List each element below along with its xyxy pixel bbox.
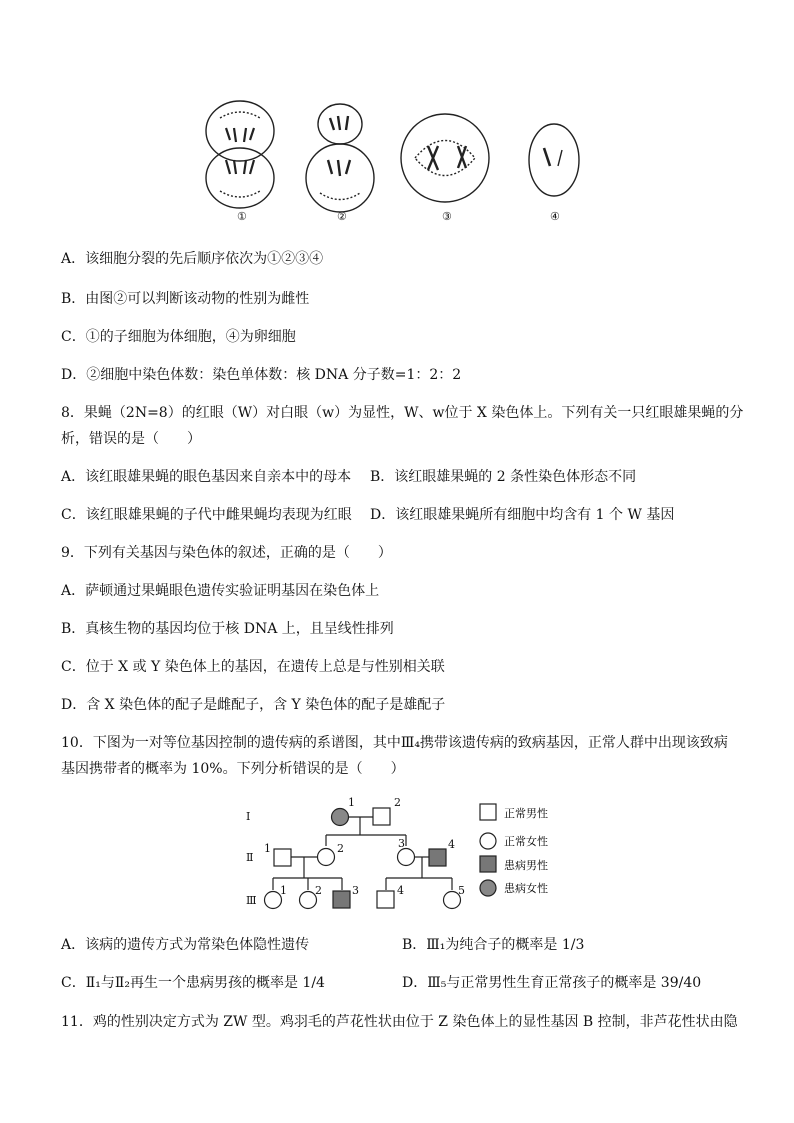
q9-option-a: A．萨顿通过果蝇眼色遗传实验证明基因在染色体上 — [61, 583, 380, 599]
pedigree-III-2-normal-female — [300, 892, 317, 909]
num-II-1: 1 — [264, 842, 271, 855]
num-I-1: 1 — [348, 796, 355, 809]
legend-affected-female: 患病女性 — [504, 882, 548, 895]
legend-normal-male-symbol — [480, 804, 496, 820]
cell-2 — [306, 104, 374, 212]
q10-option-c: C．Ⅱ₁与Ⅱ₂再生一个患病男孩的概率是 1/4 — [61, 975, 325, 991]
legend-normal-female-symbol — [480, 833, 496, 849]
gen-label-II: Ⅱ — [246, 851, 254, 864]
q11-stem-line1: 11．鸡的性别决定方式为 ZW 型。鸡羽毛的芦花性状由位于 Z 染色体上的显性基因 B 控制，非芦花性状由隐 — [61, 1014, 738, 1030]
pedigree-chart — [236, 790, 558, 918]
pedigree-II-3-normal-female — [398, 849, 415, 866]
legend-affected-female-symbol — [480, 880, 496, 896]
num-III-4: 4 — [397, 884, 404, 897]
cell-division-figure — [200, 98, 600, 224]
q10-option-d: D．Ⅲ₅与正常男性生育正常孩子的概率是 39/40 — [402, 975, 702, 991]
q9-option-c: C．位于 X 或 Y 染色体上的基因，在遗传上总是与性别相关联 — [61, 659, 445, 675]
legend-normal-female: 正常女性 — [504, 835, 548, 848]
cell-label-2: ② — [337, 210, 347, 223]
gen-label-III: Ⅲ — [246, 894, 257, 907]
gen-label-I: Ⅰ — [246, 810, 251, 823]
q10-option-a: A．该病的遗传方式为常染色体隐性遗传 — [61, 937, 310, 953]
q7-option-c: C．①的子细胞为体细胞，④为卵细胞 — [61, 329, 296, 345]
num-III-1: 1 — [280, 884, 287, 897]
q10-stem-line1: 10．下图为一对等位基因控制的遗传病的系谱图，其中Ⅲ₄携带该遗传病的致病基因，正常人群中出现该致病 — [61, 735, 728, 751]
legend-affected-male: 患病男性 — [504, 859, 548, 872]
cell-label-1: ① — [237, 210, 247, 223]
q10-stem-line2: 基因携带者的概率为 10%。下列分析错误的是（ ） — [61, 761, 405, 777]
q9-option-b: B．真核生物的基因均位于核 DNA 上，且呈线性排列 — [61, 621, 394, 637]
pedigree-III-1-normal-female — [265, 892, 282, 909]
legend-normal-male: 正常男性 — [504, 807, 548, 820]
pedigree-II-2-normal-female — [318, 849, 335, 866]
cell-1 — [206, 101, 274, 208]
q7-option-a: A．该细胞分裂的先后顺序依次为①②③④ — [61, 251, 324, 267]
num-III-3: 3 — [352, 884, 359, 897]
q9-option-d: D．含 X 染色体的配子是雌配子，含 Y 染色体的配子是雄配子 — [61, 697, 446, 713]
pedigree-III-4-normal-male — [377, 891, 394, 908]
num-III-2: 2 — [315, 884, 322, 897]
q7-option-b: B．由图②可以判断该动物的性别为雌性 — [61, 291, 310, 307]
legend-affected-male-symbol — [480, 856, 496, 872]
cell-4 — [529, 124, 579, 196]
pedigree-I-2-normal-male — [373, 808, 390, 825]
pedigree-I-1-affected-female — [332, 809, 349, 826]
num-II-2: 2 — [337, 842, 344, 855]
pedigree-III-3-affected-male — [333, 891, 350, 908]
cell-3 — [401, 114, 489, 202]
q8-stem-line1: 8．果蝇（2N=8）的红眼（W）对白眼（w）为显性，W、w位于 X 染色体上。下列有关一只红眼雄果蝇的分 — [61, 405, 744, 421]
q8-stem-line2: 析，错误的是（ ） — [61, 431, 201, 447]
q9-stem: 9．下列有关基因与染色体的叙述，正确的是（ ） — [61, 545, 392, 561]
cell-label-4: ④ — [550, 210, 560, 223]
pedigree-II-4-affected-male — [429, 849, 446, 866]
num-III-5: 5 — [458, 884, 465, 897]
q8-option-b: B．该红眼雄果蝇的 2 条性染色体形态不同 — [370, 469, 637, 485]
num-I-2: 2 — [394, 796, 401, 809]
pedigree-II-1-normal-male — [274, 849, 291, 866]
cell-label-3: ③ — [442, 210, 452, 223]
q8-option-a: A．该红眼雄果蝇的眼色基因来自亲本中的母本 — [61, 469, 352, 485]
q8-option-d: D．该红眼雄果蝇所有细胞中均含有 1 个 W 基因 — [370, 507, 675, 523]
num-II-3: 3 — [398, 837, 405, 850]
q7-option-d: D．②细胞中染色体数：染色单体数：核 DNA 分子数=1：2：2 — [61, 367, 462, 383]
num-II-4: 4 — [448, 838, 455, 851]
q10-option-b: B．Ⅲ₁为纯合子的概率是 1/3 — [402, 937, 585, 953]
q8-option-c: C．该红眼雄果蝇的子代中雌果蝇均表现为红眼 — [61, 507, 352, 523]
